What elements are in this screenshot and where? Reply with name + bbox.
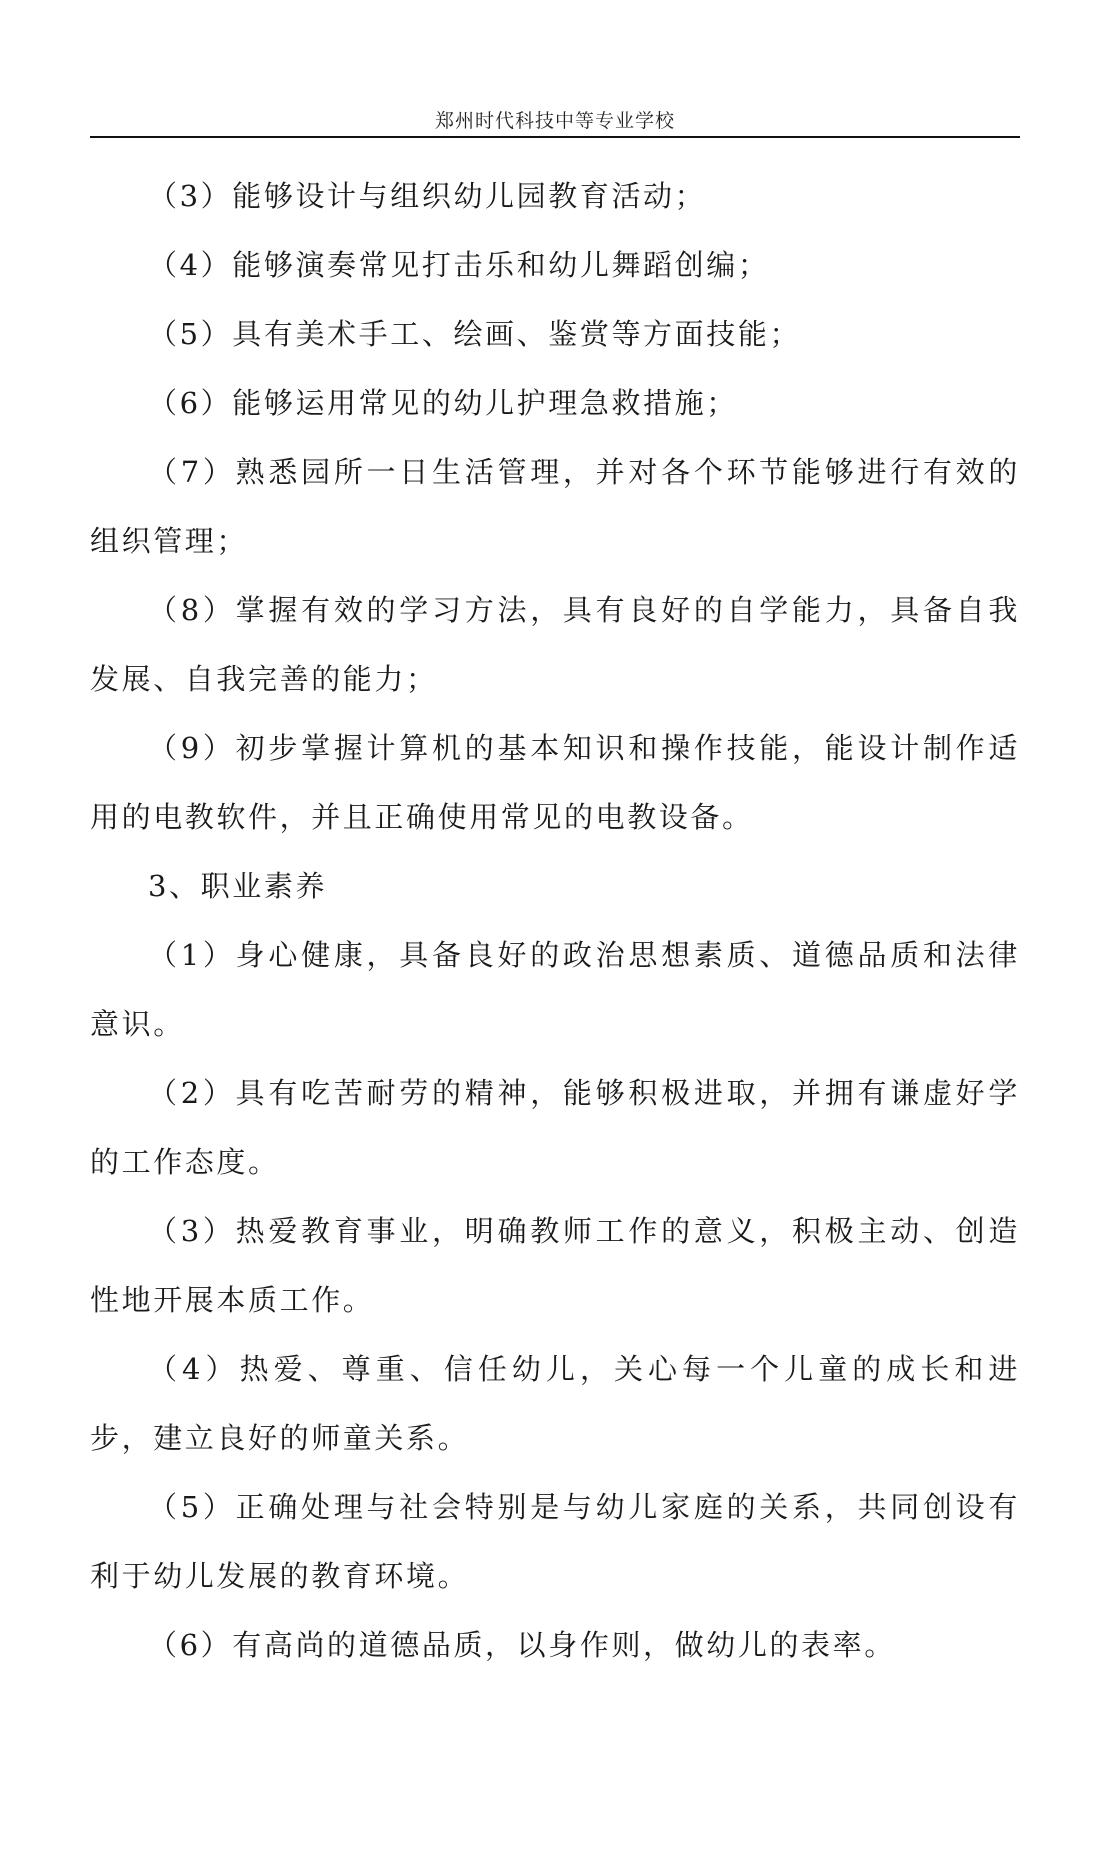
paragraph-skill-7: （7）熟悉园所一日生活管理，并对各个环节能够进行有效的组织管理； bbox=[90, 455, 1020, 558]
paragraph-quality-4: （4）热爱、尊重、信任幼儿，关心每一个儿童的成长和进步，建立良好的师童关系。 bbox=[90, 1352, 1020, 1455]
paragraph-quality-1: （1）身心健康，具备良好的政治思想素质、道德品质和法律意识。 bbox=[90, 938, 1020, 1041]
paragraph-quality-6: （6）有高尚的道德品质，以身作则，做幼儿的表率。 bbox=[148, 1628, 896, 1662]
paragraph-skill-9: （9）初步掌握计算机的基本知识和操作技能，能设计制作适用的电教软件，并且正确使用常见的电教设备。 bbox=[90, 731, 1020, 834]
paragraph-skill-3: （3）能够设计与组织幼儿园教育活动； bbox=[148, 179, 707, 213]
paragraph-quality-3: （3）热爱教育事业，明确教师工作的意义，积极主动、创造性地开展本质工作。 bbox=[90, 1214, 1020, 1317]
paragraph-skill-5: （5）具有美术手工、绘画、鉴赏等方面技能； bbox=[148, 317, 802, 351]
header-divider bbox=[90, 136, 1020, 138]
paragraph-skill-4: （4）能够演奏常见打击乐和幼儿舞蹈创编； bbox=[148, 248, 770, 282]
paragraph-skill-6: （6）能够运用常见的幼儿护理急救措施； bbox=[148, 386, 738, 420]
page-header-school-name: 郑州时代科技中等专业学校 bbox=[434, 110, 675, 132]
paragraph-quality-2: （2）具有吃苦耐劳的精神，能够积极进取，并拥有谦虚好学的工作态度。 bbox=[90, 1076, 1020, 1179]
paragraph-skill-8: （8）掌握有效的学习方法，具有良好的自学能力，具备自我发展、自我完善的能力； bbox=[90, 593, 1020, 696]
paragraph-quality-5: （5）正确处理与社会特别是与幼儿家庭的关系，共同创设有利于幼儿发展的教育环境。 bbox=[90, 1490, 1020, 1593]
document-body bbox=[90, 162, 1020, 1680]
section-heading-professional-quality: 3、职业素养 bbox=[148, 869, 328, 903]
